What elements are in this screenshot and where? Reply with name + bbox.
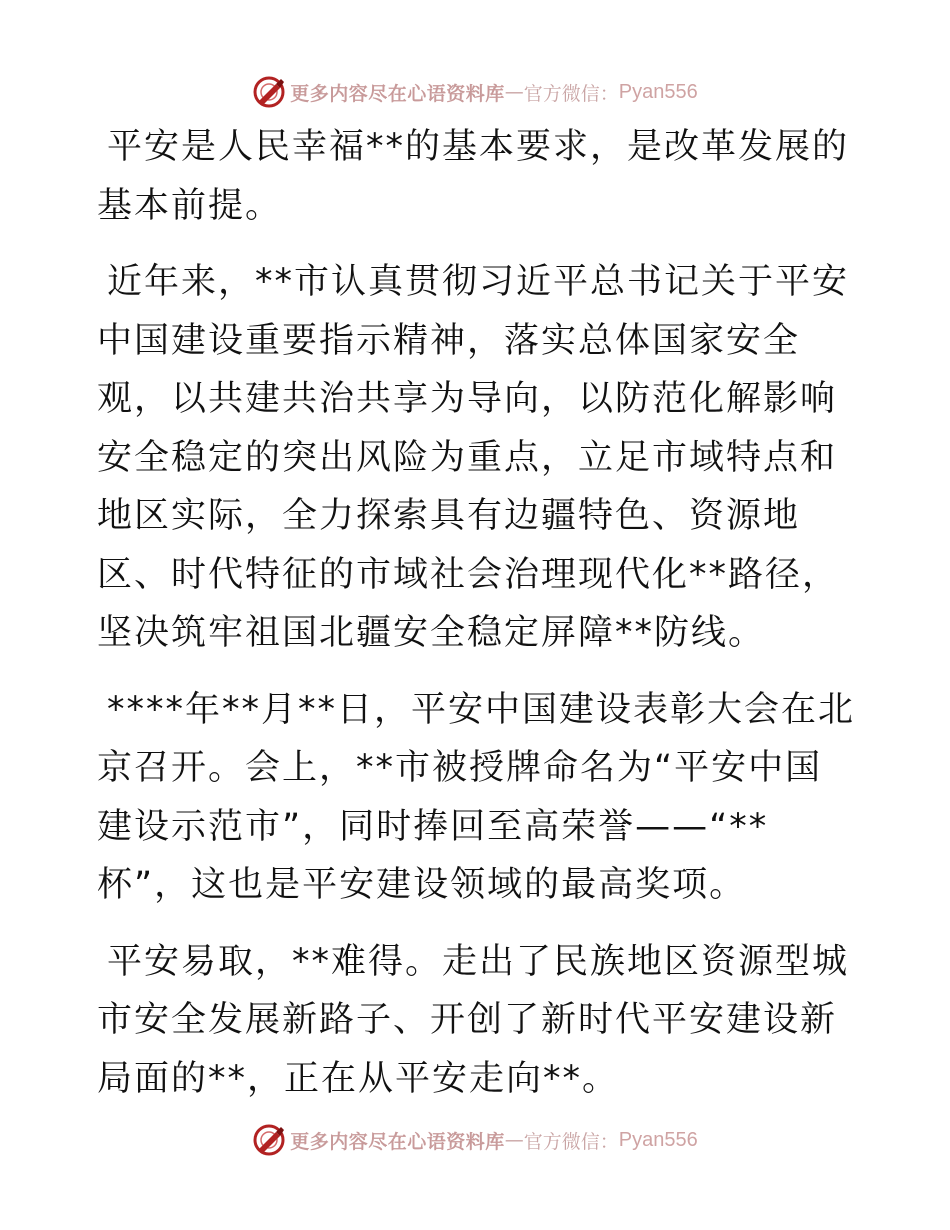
- banner-slogan: 更多内容尽在心语资料库: [290, 1130, 505, 1153]
- document-body: [97, 118, 857, 1126]
- footer-banner: [0, 1120, 950, 1160]
- paragraph-2: 近年来，**市认真贯彻习近平总书记关于平安中国建设重要指示精神，落实总体国家安全观，以共建共治共享为导向，以防范化解影响安全稳定的突出风险为重点，立足市域特点和地区实际，全力探索具有边疆特色、资源地区、时代特征的市域社会治理现代化**路径，坚决筑牢祖国北疆安全稳定屏障**防线。: [97, 262, 850, 653]
- header-banner: [0, 72, 950, 112]
- paragraph-4: 平安易取，**难得。走出了民族地区资源型城市安全发展新路子、开创了新时代平安建设新局面的**，正在从平安走向**。: [97, 941, 850, 1099]
- red-circle-pen-logo-icon: [252, 1123, 286, 1157]
- red-circle-pen-logo-icon: [252, 75, 286, 109]
- paragraph-1: 平安是人民幸福**的基本要求，是改革发展的基本前提。: [97, 127, 850, 226]
- wechat-label: 官方微信：: [523, 82, 619, 105]
- wechat-id: Pyan556: [618, 80, 698, 103]
- banner-separator: —: [504, 81, 524, 103]
- wechat-id: Pyan556: [618, 1128, 698, 1151]
- wechat-label: 官方微信：: [523, 1130, 619, 1153]
- banner-separator: —: [504, 1129, 524, 1151]
- paragraph-3: ****年**月**日，平安中国建设表彰大会在北京召开。会上，**市被授牌命名为“平安中国建设示范市”，同时捧回至高荣誉——“**杯”，这也是平安建设领域的最高奖项。: [97, 689, 856, 905]
- banner-slogan: 更多内容尽在心语资料库: [290, 82, 505, 105]
